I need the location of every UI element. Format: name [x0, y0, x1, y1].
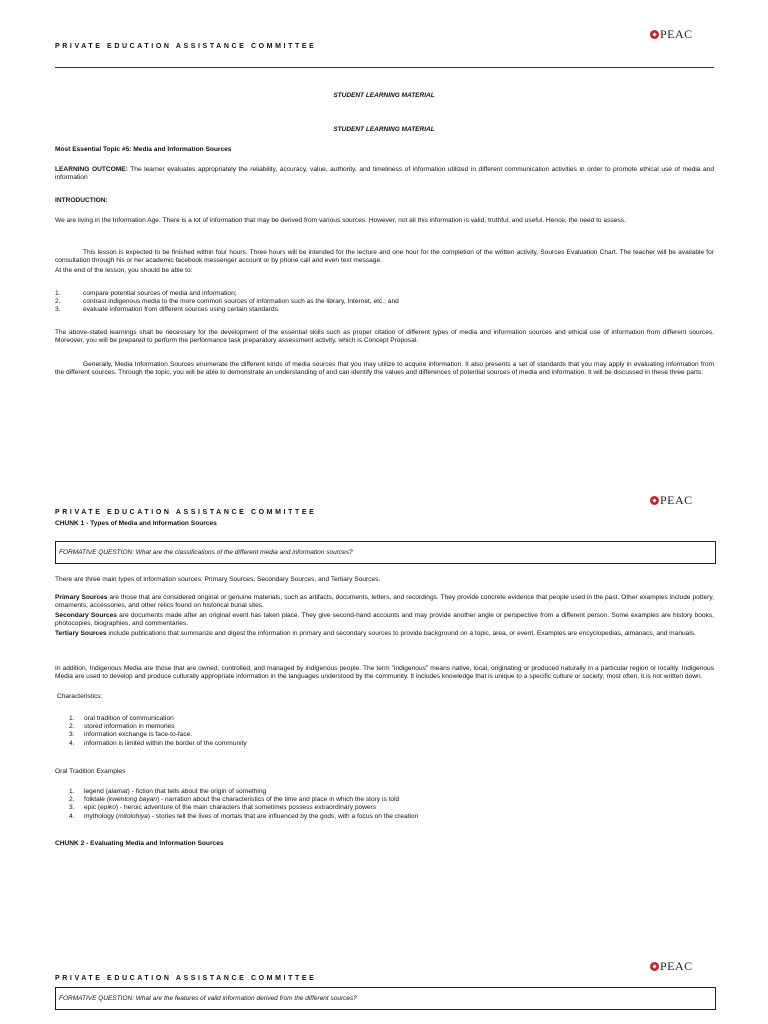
peac-logo-icon	[650, 496, 659, 505]
three-types-line: There are three main types of information sources: Primary Sources, Secondary Sources, and Tertiary Sources.	[55, 576, 381, 583]
oral-tradition-item: 4. mythology (mitolohiya) - stories tell the lives of mortals that are influenced by the gods, with a focus on the creation	[69, 812, 419, 820]
logo-text: PEAC	[660, 27, 693, 41]
chunk1-heading: CHUNK 1 - Types of Media and Information Sources	[55, 520, 217, 527]
topic-heading: Most Essential Topic #5: Media and Information Sources	[55, 146, 232, 153]
above-stated-paragraph: The above-stated learnings shall be necessary for the development of the essential skills such as proper citation of different types of media and information sources and ethical use of information from different sources. Moreover, you will be prepared to perform the performance task preparatory assessment activity, which is Concept Proposal.	[55, 329, 714, 345]
secondary-sources-paragraph: Secondary Sources are documents made after an original event has taken place. They give second-hand accounts and may provide another angle or perspective from a different person. Some examples are history books, photocopies, biographies, and commentaries.	[55, 612, 714, 628]
peac-logo	[650, 27, 693, 41]
lo-label: LEARNING OUTCOME:	[55, 166, 128, 173]
oral-tradition-label: Oral Tradition Examples	[55, 768, 126, 775]
intro-heading: INTRODUCTION:	[55, 197, 108, 204]
objectives-list	[55, 290, 714, 315]
objective-item: 3. evaluate information from different sources using certain standards.	[55, 306, 280, 314]
peac-logo: PEAC	[650, 496, 693, 505]
doc-title: STUDENT LEARNING MATERIAL	[333, 92, 435, 99]
lo-text: The learner evaluates appropriately the reliability, accuracy, value, authority, and timeliness of information utilized in different communication activities in order to promote ethical use of media and information	[55, 166, 714, 182]
characteristic-item: 3. information exchange is face-to-face.	[69, 731, 193, 739]
generally-paragraph: Generally, Media Information Sources enumerate the different kinds of media sources that you may utilize to acquire information. It also presents a set of standards that you may apply in evaluating information from the different sources. Through the topic, you will be able to demonstrate an understanding of and can identify the values and differences of potential sources of media and information. It will be discussed in these three parts:	[55, 361, 714, 377]
oral-tradition-item: 3. epic (epiko) - heroic adventure of the main characters that sometimes possess extraordinary powers	[69, 804, 377, 812]
header-org: PRIVATE EDUCATION ASSISTANCE COMMITTEE	[55, 43, 317, 50]
tertiary-sources-paragraph: Tertiary Sources include publications that summarize and digest the information in primary and secondary sources to provide background on a topic, area, or event. Examples are encyclopedias, almanacs, and manuals.	[55, 630, 696, 637]
characteristics-label: Characteristics:	[57, 693, 103, 700]
characteristic-item: 1. oral tradition of communication	[69, 715, 174, 722]
characteristic-item: 4. information is limited within the border of the community	[69, 739, 247, 747]
header-org: PRIVATE EDUCATION ASSISTANCE COMMITTEE	[55, 975, 317, 982]
formative-question-box: FORMATIVE QUESTION: What are the classifications of the different media and information sources?	[55, 541, 716, 564]
doc-title-repeat: STUDENT LEARNING MATERIAL	[333, 126, 435, 133]
primary-sources-paragraph: Primary Sources are those that are considered original or genuine materials, such as artifacts, documents, letters, and recordings. They provide concrete evidence that people used in the past. Other examples include pottery, ornaments, accessories, and other relics found on historical burial sites.	[55, 594, 714, 610]
header-rule	[55, 67, 714, 68]
peac-logo: PEAC	[650, 962, 693, 971]
peac-logo-icon	[650, 962, 659, 971]
indigenous-media-paragraph: In addition, Indigenous Media are those that are owned, controlled, and managed by indigenous people. The term "indigenous" means native, local, originating or produced naturally in a particular region or locality. Indigenous Media are used to develop and produce culturally appropriate information in the languages understood by the community. It includes knowledge that is unique to a specific culture or society; most often, it is not written down.	[55, 665, 714, 681]
learning-outcome	[55, 166, 714, 182]
oral-tradition-list	[69, 788, 709, 821]
characteristics-list	[69, 715, 709, 748]
end-of-lesson-line: At the end of the lesson, you should be able to:	[55, 267, 193, 274]
oral-tradition-item: 1. legend (alamat) - fiction that tells about the origin of something	[69, 788, 267, 795]
formative-question-box: FORMATIVE QUESTION: What are the features of valid information derived from the different sources?	[55, 987, 716, 1010]
chunk2-heading: CHUNK 2 - Evaluating Media and Information Sources	[55, 840, 224, 847]
header-org: PRIVATE EDUCATION ASSISTANCE COMMITTEE	[55, 509, 317, 516]
oral-tradition-item: 2. folktale (kwentong bayan) - narration about the characteristics of the time and place in which the story is told	[69, 796, 400, 804]
characteristic-item: 2. stored information in memories	[69, 723, 175, 731]
lesson-paragraph: This lesson is expected to be finished within four hours. Three hours will be intended for the lecture and one hour for the completion of the written activity, Sources Evaluation Chart. The teacher will be available for consultation through his or her academic facebook messenger account or by phone call and even text message.	[55, 249, 714, 265]
intro-paragraph: We are living in the Information Age. There is a lot of information that may be derived from various sources. However, not all this information is valid, truthful, and useful. Hence, the need to assess.	[55, 217, 626, 224]
peac-logo-icon	[650, 30, 659, 39]
objective-item: 2. contrast indigenous media to the more common sources of information such as the library, Internet, etc.; and	[55, 298, 399, 306]
objective-item: 1. compare potential sources of media and information;	[55, 290, 237, 297]
